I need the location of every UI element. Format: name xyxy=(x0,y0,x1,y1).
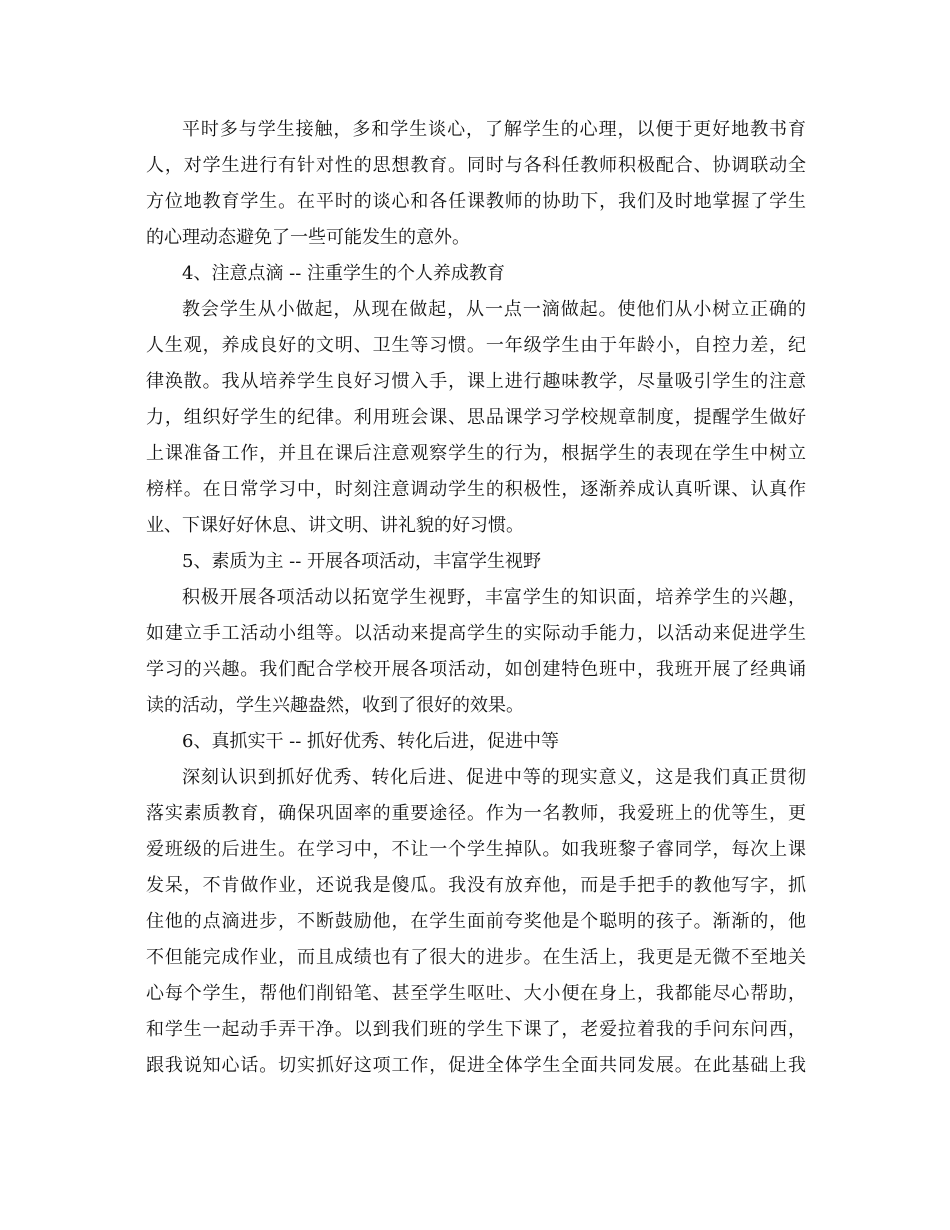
text-line: 发呆，不肯做作业，还说我是傻瓜。我没有放弃他，而是手把手的教他写字，抓 xyxy=(146,875,806,896)
text-line: 心每个学生，帮他们削铅笔、甚至学生呕吐、大小便在身上，我都能尽心帮助， xyxy=(146,983,806,1004)
text-line: 人，对学生进行有针对性的思想教育。同时与各科任教师积极配合、协调联动全 xyxy=(146,155,806,176)
text-line: 爱班级的后进生。在学习中，不让一个学生掉队。如我班黎子睿同学，每次上课 xyxy=(146,839,806,860)
section-heading: 4、注意点滴 -- 注重学生的个人养成教育 xyxy=(182,263,506,284)
text-line: 方位地教育学生。在平时的谈心和各任课教师的协助下，我们及时地掌握了学生 xyxy=(146,191,806,212)
text-line: 力，组织好学生的纪律。利用班会课、思品课学习学校规章制度，提醒学生做好 xyxy=(146,407,806,428)
text-line: 榜样。在日常学习中，时刻注意调动学生的积极性，逐渐养成认真听课、认真作 xyxy=(146,479,806,500)
text-line: 和学生一起动手弄干净。以到我们班的学生下课了，老爱拉着我的手问东问西， xyxy=(146,1019,806,1040)
text-line: 跟我说知心话。切实抓好这项工作，促进全体学生全面共同发展。在此基础上我 xyxy=(146,1055,806,1076)
text-line: 人生观，养成良好的文明、卫生等习惯。一年级学生由于年龄小，自控力差，纪 xyxy=(146,335,806,356)
text-line: 住他的点滴进步，不断鼓励他，在学生面前夸奖他是个聪明的孩子。渐渐的，他 xyxy=(146,911,806,932)
text-line: 不但能完成作业，而且成绩也有了很大的进步。在生活上，我更是无微不至地关 xyxy=(146,947,806,968)
section-heading: 5、素质为主 -- 开展各项活动，丰富学生视野 xyxy=(182,551,542,572)
text-line: 的心理动态避免了一些可能发生的意外。 xyxy=(146,227,470,248)
text-line: 教会学生从小做起，从现在做起，从一点一滴做起。使他们从小树立正确的 xyxy=(182,299,806,320)
text-line: 落实素质教育，确保巩固率的重要途径。作为一名教师，我爱班上的优等生，更 xyxy=(146,803,806,824)
section-heading: 6、真抓实干 -- 抓好优秀、转化后进，促进中等 xyxy=(182,731,560,752)
text-line: 上课准备工作，并且在课后注意观察学生的行为，根据学生的表现在学生中树立 xyxy=(146,443,806,464)
text-line: 业、下课好好休息、讲文明、讲礼貌的好习惯。 xyxy=(146,515,524,536)
text-line: 积极开展各项活动以拓宽学生视野，丰富学生的知识面，培养学生的兴趣， xyxy=(182,587,806,608)
text-line: 平时多与学生接触，多和学生谈心，了解学生的心理，以便于更好地教书育 xyxy=(182,119,806,140)
text-line: 深刻认识到抓好优秀、转化后进、促进中等的现实意义，这是我们真正贯彻 xyxy=(182,767,806,788)
text-line: 学习的兴趣。我们配合学校开展各项活动，如创建特色班中，我班开展了经典诵 xyxy=(146,659,806,680)
text-line: 如建立手工活动小组等。以活动来提高学生的实际动手能力，以活动来促进学生 xyxy=(146,623,806,644)
body-text xyxy=(146,112,806,1084)
text-line: 律涣散。我从培养学生良好习惯入手，课上进行趣味教学，尽量吸引学生的注意 xyxy=(146,371,806,392)
text-line: 读的活动，学生兴趣盎然，收到了很好的效果。 xyxy=(146,695,524,716)
